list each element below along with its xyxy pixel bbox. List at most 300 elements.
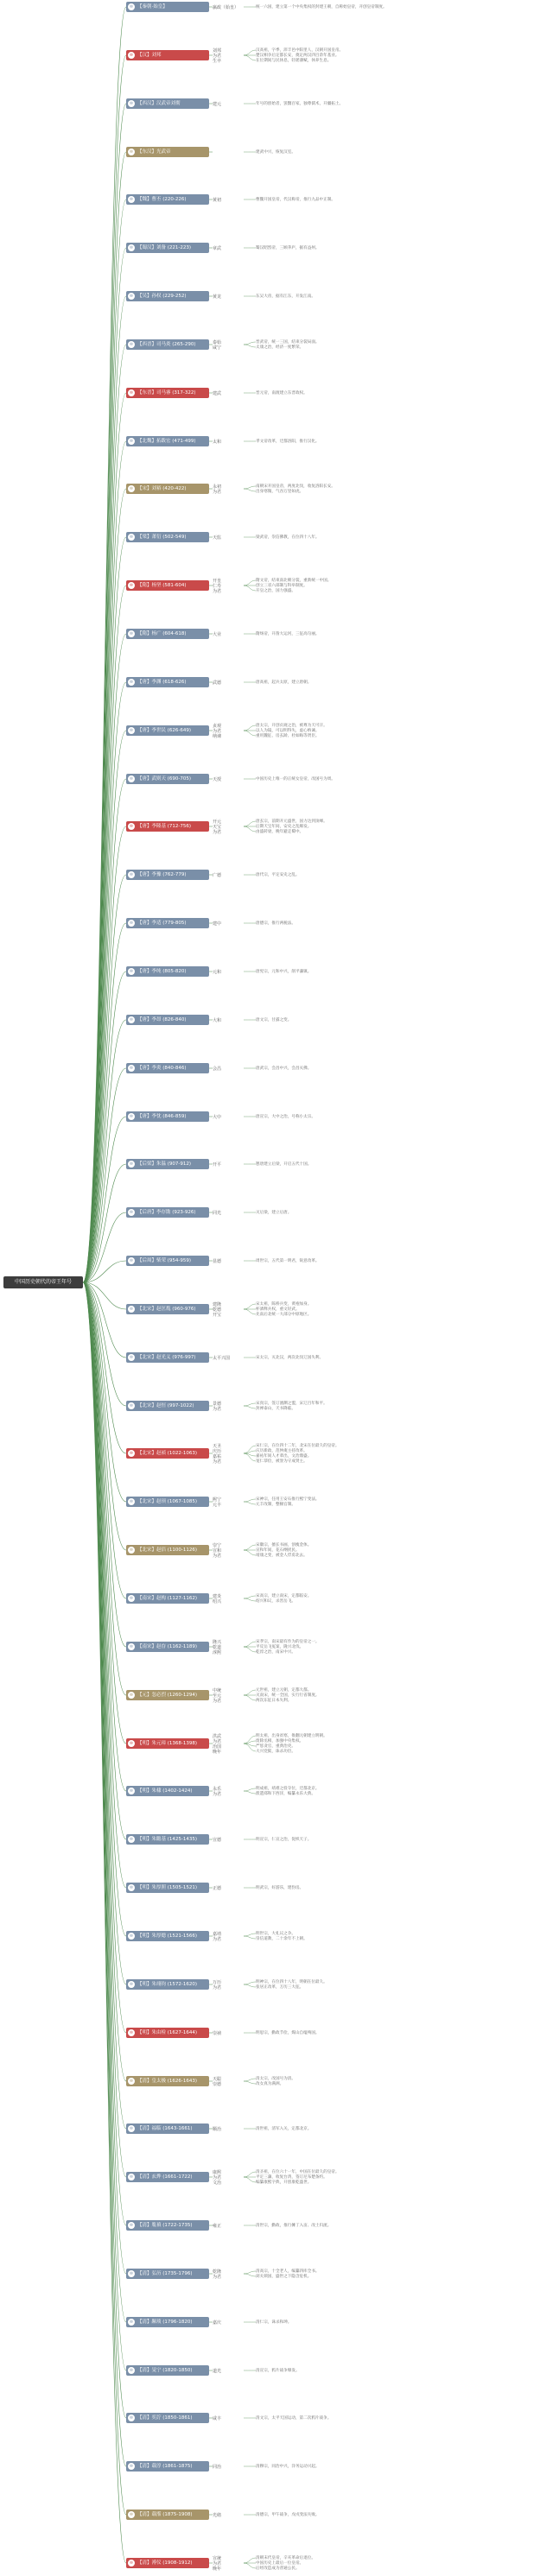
- ruler-node[interactable]: [126, 2172, 209, 2182]
- ruler-node[interactable]: [126, 243, 209, 253]
- ruler-node[interactable]: [126, 2510, 209, 2520]
- ruler-node[interactable]: [126, 1063, 209, 1073]
- branch-line: [83, 1282, 126, 1791]
- ruler-name: 【清】旻宁 (1820-1850): [137, 2368, 193, 2373]
- era-label: 同治: [213, 2465, 222, 2470]
- era-label: 黄初: [213, 198, 222, 203]
- ruler-name: 【南宋】赵构 (1127-1162): [137, 1596, 198, 1601]
- crown-icon: ♔: [129, 486, 134, 491]
- ruler-node[interactable]: [126, 532, 209, 542]
- detail-text: 建武中兴，恢复汉室。: [256, 150, 296, 155]
- detail-text: 明武宗，好游乐，建豹房。: [256, 1886, 304, 1890]
- ruler-name: 【宋】刘裕 (420-422): [137, 486, 187, 491]
- era-label: 为君: [213, 589, 222, 594]
- crown-icon: ♔: [129, 728, 134, 733]
- ruler-node[interactable]: [126, 2558, 209, 2568]
- era-label: 为君: [213, 830, 222, 835]
- detail-text: 元丰改制，整顿官制。: [256, 1503, 296, 1507]
- ruler-name: 【清】奕詝 (1850-1861): [137, 2415, 193, 2421]
- era-label: 永初: [213, 484, 222, 490]
- leaf-line: [244, 1545, 256, 1550]
- ruler-node[interactable]: [126, 1593, 209, 1604]
- era-label: 泰始: [213, 340, 222, 345]
- crown-icon: ♔: [129, 101, 134, 106]
- ruler-node[interactable]: [126, 2028, 209, 2038]
- crown-icon: ♔: [129, 1451, 134, 1456]
- detail-text: 太康之治，经济一度繁荣。: [256, 345, 304, 350]
- era-label: 淳熙: [213, 1650, 222, 1655]
- era-label: 崇德: [213, 2082, 222, 2087]
- ruler-node[interactable]: [126, 629, 209, 639]
- ruler-node[interactable]: [126, 2461, 209, 2472]
- detail-text: 唐太宗，开创贞观之治，被尊为天可汗。: [256, 724, 327, 728]
- leaf-line: [244, 1690, 256, 1695]
- era-label: 中统: [213, 1688, 222, 1693]
- crown-icon: ♔: [129, 197, 134, 202]
- ruler-node[interactable]: [126, 1786, 209, 1796]
- detail-text: 元世祖，建立元朝，定都大都。: [256, 1688, 312, 1693]
- era-label: 生卒: [213, 59, 222, 64]
- crown-icon: ♔: [129, 2368, 134, 2373]
- era-label: 黄龙: [213, 294, 222, 300]
- detail-text: 唐代宗，平定安史之乱。: [256, 873, 300, 877]
- era-label: 咸宁: [213, 345, 222, 351]
- leaf-line: [244, 585, 256, 591]
- ruler-name: 【梁】萧衍 (502-549): [137, 535, 187, 540]
- ruler-name: 【秦朝·始皇】: [137, 4, 168, 9]
- detail-text: 中国历史上唯一的正统女皇帝，改国号为周。: [256, 777, 335, 782]
- crown-icon: ♔: [129, 631, 134, 636]
- ruler-name: 【北魏】拓跋宏 (471-499): [137, 439, 196, 444]
- era-label: 万历: [213, 1980, 222, 1985]
- ruler-node[interactable]: [126, 966, 209, 977]
- leaf-line: [244, 1598, 256, 1601]
- ruler-name: 【汉】刘邦: [137, 53, 162, 58]
- era-label: 为君: [213, 1739, 222, 1744]
- leaf-line: [244, 1406, 256, 1408]
- detail-text: 明思宗，勤政节俭，煤山自缢殉国。: [256, 2031, 320, 2035]
- crown-icon: ♔: [129, 1307, 134, 1312]
- leaf-line: [244, 821, 256, 826]
- leaf-line: [244, 2079, 256, 2081]
- detail-text: 在位期间与民休息，轻徭薄赋，休养生息。: [256, 59, 332, 63]
- ruler-node[interactable]: [126, 1207, 209, 1218]
- era-label: 晚年: [213, 1750, 222, 1755]
- era-label: 为君: [213, 1407, 222, 1412]
- detail-text: 明宣宗，仁宣之治，促织天子。: [256, 1838, 312, 1842]
- detail-text: 灭后梁，建立后唐。: [256, 1211, 292, 1215]
- ruler-name: 【唐】李适 (779-805): [137, 921, 187, 926]
- ruler-node[interactable]: [126, 1834, 209, 1845]
- ruler-node[interactable]: [126, 1883, 209, 1893]
- detail-text: 灭南宋，统一全国，实行行省制度。: [256, 1693, 320, 1698]
- crown-icon: ♔: [129, 439, 134, 444]
- era-label: 武德: [213, 680, 222, 686]
- crown-icon: ♔: [129, 1693, 134, 1698]
- era-label: 庆历: [213, 1449, 222, 1454]
- era-label: 顺治: [213, 2127, 222, 2132]
- leaf-line: [244, 1304, 256, 1309]
- ruler-node[interactable]: [126, 436, 209, 446]
- era-label: 为君: [213, 1792, 222, 1797]
- era-label: 显德: [213, 1259, 222, 1264]
- mindmap-root[interactable]: 中国历史朝代的帝王年号: [3, 1276, 83, 1288]
- era-label: 天宝: [213, 825, 222, 830]
- ruler-name: 【西汉】汉武帝刘彻: [137, 101, 181, 106]
- ruler-name: 【明】朱由检 (1627-1644): [137, 2030, 198, 2035]
- ruler-name: 【清】载淳 (1861-1875): [137, 2464, 193, 2469]
- detail-text: 唐德宗，推行两税法。: [256, 921, 296, 926]
- detail-text: 孝文帝改革，迁都洛阳，推行汉化。: [256, 440, 320, 444]
- detail-text: 乾淳之治，南宋中兴。: [256, 1650, 296, 1655]
- leaf-line: [244, 1934, 256, 1936]
- era-label: 宣统: [213, 2556, 222, 2561]
- era-label: 嘉庆: [213, 2320, 222, 2326]
- ruler-node[interactable]: [126, 194, 209, 205]
- ruler-name: 【清】玄烨 (1661-1722): [137, 2174, 193, 2180]
- crown-icon: ♔: [129, 1885, 134, 1890]
- crown-icon: ♔: [129, 1741, 134, 1746]
- crown-icon: ♔: [129, 2415, 134, 2421]
- era-label: 同光: [213, 1211, 222, 1216]
- era-label: 天圣: [213, 1444, 222, 1449]
- crown-icon: ♔: [129, 1403, 134, 1408]
- ruler-node[interactable]: [126, 2123, 209, 2134]
- era-label: 乾德: [213, 1307, 222, 1313]
- detail-text: 清太宗，改国号为清。: [256, 2077, 296, 2081]
- detail-text: 宋太宗，灭北汉，两次北伐辽国失利。: [256, 1356, 324, 1360]
- ruler-node[interactable]: [126, 1931, 209, 1941]
- crown-icon: ♔: [129, 2320, 134, 2325]
- ruler-node[interactable]: [126, 2076, 209, 2086]
- era-label: 开元: [213, 820, 222, 825]
- era-label: 天聪: [213, 2077, 222, 2082]
- leaf-line: [244, 2271, 256, 2274]
- era-label: 绍兴: [213, 1599, 222, 1604]
- ruler-name: 【唐】李纯 (805-820): [137, 969, 187, 974]
- era-label: 咸丰: [213, 2416, 222, 2421]
- era-label: 宣和: [213, 1548, 222, 1554]
- ruler-name: 【蜀汉】刘备 (221-223): [137, 245, 192, 250]
- era-label: 元丰: [213, 1503, 222, 1508]
- detail-text: 清世宗，勤政，推行摊丁入亩、改土归流。: [256, 2224, 332, 2228]
- era-label: 洪武: [213, 1734, 222, 1739]
- detail-text: 重用魏征、房玄龄、杜如晦等贤臣。: [256, 734, 320, 738]
- leaf-line: [244, 2081, 256, 2084]
- leaf-line: [244, 345, 256, 347]
- ruler-name: 【清】皇太极 (1626-1643): [137, 2079, 198, 2084]
- ruler-name: 【西晋】司马炎 (265-290): [137, 342, 196, 347]
- detail-text: 宋仁宗，在位四十二年，北宋在位最久的皇帝。: [256, 1444, 340, 1448]
- leaf-line: [244, 1596, 256, 1598]
- ruler-node[interactable]: [126, 1690, 209, 1700]
- ruler-name: 【后周】柴荣 (954-959): [137, 1258, 192, 1263]
- detail-text: 年号的创始者，罢黜百家，独尊儒术，开疆拓土。: [256, 102, 344, 106]
- ruler-name: 【魏】曹丕 (220-226): [137, 197, 187, 202]
- era-label: 嘉靖: [213, 1932, 222, 1937]
- detail-text: 隋文帝，结束南北朝分裂，重新统一中国。: [256, 579, 332, 583]
- ruler-name: 【明】朱厚照 (1505-1521): [137, 1885, 198, 1890]
- detail-text: 清朝末代皇帝，辛亥革命后退位。: [256, 2556, 315, 2560]
- detail-text: 出身寒微，气吞万里如虎。: [256, 490, 304, 494]
- leaf-line: [244, 50, 256, 55]
- detail-text: 晋武帝，统一三国，结束分裂局面。: [256, 340, 320, 345]
- leaf-line: [244, 1642, 256, 1647]
- detail-text: 杯酒释兵权，重文轻武。: [256, 1307, 300, 1312]
- crown-icon: ♔: [129, 2030, 134, 2035]
- era-label: 贞观: [213, 724, 222, 729]
- ruler-name: 【明】朱厚熜 (1521-1566): [137, 1934, 198, 1939]
- ruler-name: 【明】朱元璋 (1368-1398): [137, 1741, 198, 1746]
- crown-icon: ♔: [129, 53, 134, 58]
- detail-text: 清圣祖，在位六十一年，中国在位最久的皇帝。: [256, 2170, 340, 2174]
- detail-text: 清穆宗，同治中兴，洋务运动兴起。: [256, 2465, 320, 2469]
- leaf-line: [244, 580, 256, 585]
- leaf-line: [244, 731, 256, 736]
- detail-text: 宋太祖，陈桥兵变，黄袍加身。: [256, 1302, 312, 1307]
- detail-text: 周世宗，五代第一明君，锐意改革。: [256, 1259, 320, 1263]
- ruler-node[interactable]: [126, 1979, 209, 1990]
- ruler-node[interactable]: [126, 291, 209, 301]
- ruler-node[interactable]: [126, 2413, 209, 2423]
- era-label: 为君: [213, 54, 222, 59]
- detail-text: 晋元帝，南渡建立东晋政权。: [256, 391, 308, 396]
- ruler-node[interactable]: [126, 2317, 209, 2327]
- era-label: 景德: [213, 1402, 222, 1407]
- ruler-name: 【隋】杨广 (604-618): [137, 631, 187, 636]
- detail-text: 明成祖，靖难之役夺位，迁都北京。: [256, 1787, 320, 1791]
- crown-icon: ♔: [129, 969, 134, 974]
- ruler-name: 【北宋】赵恒 (997-1022): [137, 1403, 194, 1408]
- era-label: 为君: [213, 2561, 222, 2567]
- ruler-node[interactable]: [126, 339, 209, 350]
- era-label: 正德: [213, 1886, 222, 1891]
- leaf-line: [244, 486, 256, 489]
- ruler-node[interactable]: [126, 1545, 209, 1555]
- detail-text: 明太祖，出身贫寒，推翻元朝建立明朝。: [256, 1734, 327, 1738]
- crown-icon: ♔: [129, 1547, 134, 1553]
- era-label: 治国: [213, 1744, 222, 1750]
- detail-text: 平反岳飞冤案，隆兴北伐。: [256, 1645, 304, 1649]
- era-label: 嘉祐: [213, 1454, 222, 1459]
- era-label: 仁寿: [213, 584, 222, 589]
- ruler-node[interactable]: [126, 388, 209, 398]
- era-label: 建元: [213, 102, 222, 107]
- ruler-node[interactable]: [126, 918, 209, 928]
- crown-icon: ♔: [129, 245, 134, 250]
- era-label: 建中: [213, 921, 222, 927]
- detail-text: 开皇之治，国力强盛。: [256, 589, 296, 593]
- ruler-name: 【唐】李忱 (846-859): [137, 1114, 187, 1119]
- ruler-name: 【清】福临 (1643-1661): [137, 2126, 193, 2131]
- ruler-node[interactable]: [126, 870, 209, 880]
- ruler-node[interactable]: [126, 1111, 209, 1122]
- ruler-node[interactable]: [126, 1642, 209, 1652]
- detail-text: 后期天宝年间，安史之乱爆发。: [256, 825, 312, 829]
- leaf-line: [244, 2274, 256, 2276]
- crown-icon: ♔: [129, 1837, 134, 1842]
- crown-icon: ♔: [129, 2126, 134, 2131]
- ruler-name: 【唐】李渊 (618-626): [137, 680, 187, 685]
- era-label: 至元: [213, 1693, 222, 1699]
- ruler-name: 【北宋】赵匡胤 (960-976): [137, 1307, 196, 1312]
- crown-icon: ♔: [129, 4, 134, 9]
- detail-text: 封禅泰山，天书降临。: [256, 1407, 296, 1411]
- era-label: 为君: [213, 2275, 222, 2280]
- era-label: 刘邦: [213, 48, 222, 54]
- detail-text: 清仁宗，诛杀和珅。: [256, 2320, 292, 2325]
- ruler-name: 【后梁】朱温 (907-912): [137, 1161, 192, 1167]
- crown-icon: ♔: [129, 1788, 134, 1794]
- crown-icon: ♔: [129, 872, 134, 877]
- ruler-name: 【唐】李炎 (840-846): [137, 1066, 187, 1071]
- ruler-node[interactable]: [126, 2, 209, 12]
- detail-text: 改女真为满洲。: [256, 2082, 284, 2086]
- leaf-line: [244, 1550, 256, 1555]
- detail-text: 由盛转衰，晚年避走蜀中。: [256, 830, 304, 834]
- detail-text: 创立三省六部制与科举制度。: [256, 584, 308, 588]
- leaf-line: [244, 1695, 256, 1700]
- era-label: 文治: [213, 2180, 222, 2186]
- detail-text: 绍兴和议，杀害岳飞。: [256, 1599, 296, 1604]
- leaf-line: [244, 1309, 256, 1314]
- ruler-name: 【北宋】赵光义 (976-997): [137, 1355, 196, 1360]
- era-label: 太平兴国: [213, 1356, 231, 1361]
- ruler-name: 【北宋】赵祯 (1022-1063): [137, 1451, 198, 1456]
- crown-icon: ♔: [129, 1210, 134, 1215]
- crown-icon: ♔: [129, 1644, 134, 1649]
- era-label: 纳谏: [213, 734, 222, 739]
- ruler-node[interactable]: [126, 1497, 209, 1507]
- leaf-line: [244, 1499, 256, 1502]
- crown-icon: ♔: [129, 149, 134, 155]
- leaf-line: [244, 826, 256, 832]
- ruler-node[interactable]: [126, 1352, 209, 1363]
- era-label: 为君: [213, 1554, 222, 1559]
- ruler-name: 【后唐】李存勖 (923-926): [137, 1210, 196, 1215]
- ruler-node[interactable]: [126, 147, 209, 157]
- crown-icon: ♔: [129, 535, 134, 540]
- ruler-name: 【东晋】司马睿 (317-322): [137, 390, 196, 396]
- crown-icon: ♔: [129, 1982, 134, 1987]
- ruler-node[interactable]: [126, 580, 209, 591]
- crown-icon: ♔: [129, 680, 134, 685]
- ruler-node[interactable]: [126, 725, 209, 736]
- ruler-node[interactable]: [126, 774, 209, 784]
- crown-icon: ♔: [129, 1066, 134, 1071]
- era-label: 天监: [213, 535, 222, 541]
- ruler-node[interactable]: [126, 484, 209, 494]
- crown-icon: ♔: [129, 294, 134, 299]
- leaf-line: [244, 1647, 256, 1652]
- era-label: 雍正: [213, 2224, 222, 2229]
- era-label: 大业: [213, 632, 222, 637]
- era-label: 为君: [213, 1459, 222, 1465]
- ruler-node[interactable]: [126, 98, 209, 109]
- ruler-name: 【唐】武则天 (690-705): [137, 776, 192, 782]
- ruler-name: 【元】忽必烈 (1260-1294): [137, 1693, 198, 1698]
- ruler-name: 【清】颙琰 (1796-1820): [137, 2320, 193, 2325]
- detail-text: 宋高宗，建立南宋，定都临安。: [256, 1594, 312, 1598]
- crown-icon: ♔: [129, 1017, 134, 1022]
- detail-text: 唐宪宗，元和中兴，削平藩镇。: [256, 970, 312, 974]
- ruler-node[interactable]: [126, 2220, 209, 2231]
- crown-icon: ♔: [129, 342, 134, 347]
- ruler-node[interactable]: [126, 1448, 209, 1459]
- crown-icon: ♔: [129, 1258, 134, 1263]
- detail-text: 唐文宗，甘露之变。: [256, 1018, 292, 1022]
- ruler-node[interactable]: [126, 2365, 209, 2376]
- ruler-node[interactable]: [126, 50, 209, 60]
- detail-text: 曹魏开国皇帝，代汉称帝，推行九品中正制。: [256, 198, 335, 202]
- ruler-node[interactable]: [126, 1738, 209, 1749]
- era-label: 大中: [213, 1115, 222, 1120]
- era-label: 永乐: [213, 1787, 222, 1792]
- detail-text: 宽仁恭俭，被誉为守成贤主。: [256, 1459, 308, 1464]
- era-label: 天授: [213, 777, 222, 782]
- era-label: 康熙: [213, 2170, 222, 2175]
- detail-text: 统一六国，建立第一个中央集权的封建王朝，自称始皇帝，开创皇帝制度。: [256, 5, 387, 9]
- ruler-node[interactable]: [126, 677, 209, 687]
- era-label: 大和: [213, 1018, 222, 1023]
- crown-icon: ♔: [129, 1596, 134, 1601]
- ruler-node[interactable]: [126, 1401, 209, 1411]
- crown-icon: ♔: [129, 1499, 134, 1504]
- era-label: 广德: [213, 873, 222, 878]
- ruler-name: 【吴】孙权 (229-252): [137, 294, 187, 299]
- ruler-name: 【唐】李昂 (826-840): [137, 1017, 187, 1022]
- crown-icon: ♔: [129, 776, 134, 782]
- era-label: 为君: [213, 729, 222, 734]
- detail-text: 唐高祖，起兵太原，建立唐朝。: [256, 680, 312, 685]
- ruler-node[interactable]: [126, 1256, 209, 1266]
- detail-text: 嘉祐年间人才辈出，文治鼎盛。: [256, 1454, 312, 1459]
- ruler-node[interactable]: [126, 1159, 209, 1169]
- era-label: 建武: [213, 391, 222, 396]
- detail-text: 庆历新政，范仲淹主持改革。: [256, 1449, 308, 1453]
- ruler-node[interactable]: [126, 821, 209, 832]
- detail-text: 梁武帝，崇信佛教，在位四十八年。: [256, 535, 320, 540]
- ruler-name: 【唐】李隆基 (712-756): [137, 824, 192, 829]
- leaf-line: [244, 1791, 256, 1794]
- detail-text: 废除丞相，加强中央集权。: [256, 1739, 304, 1744]
- era-label: 崇祯: [213, 2031, 222, 2036]
- ruler-node[interactable]: [126, 2269, 209, 2279]
- ruler-name: 【隋】杨坚 (581-604): [137, 583, 187, 588]
- crown-icon: ♔: [129, 2223, 134, 2228]
- ruler-name: 【明】朱翊钧 (1572-1620): [137, 1982, 198, 1987]
- detail-text: 宋神宗，任用王安石推行熙宁变法。: [256, 1497, 320, 1502]
- ruler-name: 【明】朱瞻基 (1425-1435): [137, 1837, 198, 1842]
- ruler-node[interactable]: [126, 1304, 209, 1314]
- era-label: 建隆: [213, 1302, 222, 1307]
- leaf-line: [244, 1788, 256, 1791]
- era-label: 开宝: [213, 1313, 222, 1318]
- era-label: 光绪: [213, 2513, 222, 2518]
- detail-text: 派遣郑和下西洋，编纂永乐大典。: [256, 1792, 315, 1796]
- ruler-name: 【清】弘历 (1735-1796): [137, 2271, 193, 2276]
- era-label: 乾道: [213, 1645, 222, 1650]
- detail-text: 后经改造成为普通公民。: [256, 2567, 300, 2571]
- era-label: 晚年: [213, 2567, 222, 2572]
- crown-icon: ♔: [129, 2079, 134, 2084]
- leaf-line: [244, 2563, 256, 2568]
- ruler-node[interactable]: [126, 1015, 209, 1025]
- leaf-line: [244, 2177, 256, 2182]
- era-label: 会昌: [213, 1066, 222, 1072]
- detail-text: 蜀汉昭烈帝，三顾茅庐，据有益州。: [256, 246, 320, 250]
- ruler-name: 【唐】李世民 (626-649): [137, 728, 192, 733]
